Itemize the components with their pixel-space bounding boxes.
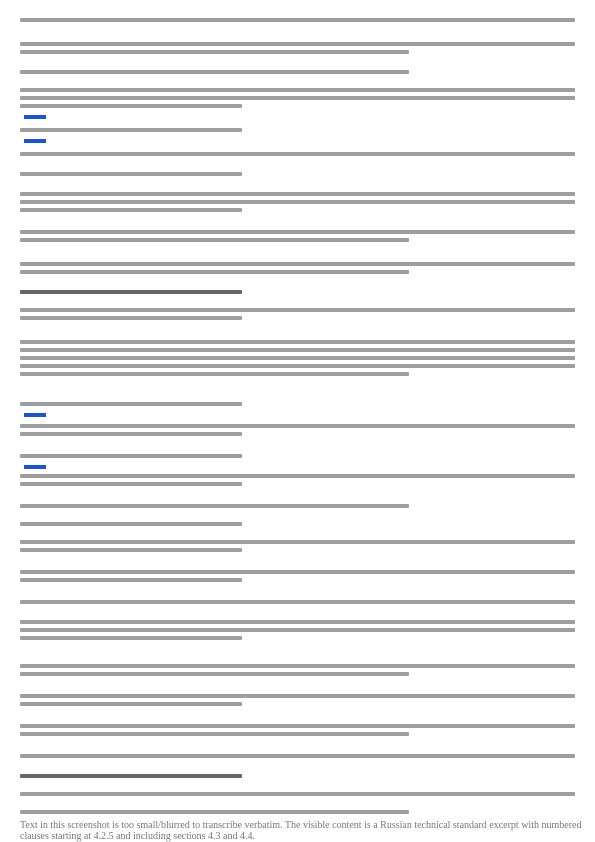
paragraph-4-2-7 [20,192,575,212]
paragraph-4-3-9 [20,600,575,604]
paragraph-4-2-6 [20,152,575,156]
paragraph [20,70,575,74]
paragraph [20,810,575,814]
paragraph-4-2-5 [20,42,575,54]
link[interactable] [24,139,46,143]
render-note: Text in this screenshot is too small/blurred to transcribe verbatim. The visible content is a Russian technical standard excerpt with numbered clauses starting at 4.2.5 and including sections 4.3 and 4.4. [20,820,582,842]
section-heading-4-3 [20,290,575,294]
paragraph-4-3-10 [20,620,575,640]
paragraph-4-3-5 [20,504,575,508]
paragraph-4-3-3 [20,454,575,476]
paragraph-4-3-12 [20,694,575,706]
paragraph-4-3-2 [20,424,575,436]
paragraph-4-3-11 [20,664,575,676]
link[interactable] [24,413,46,417]
paragraph-4-3-4 [20,474,575,486]
paragraph [20,262,575,274]
paragraph-4-3-13 [20,724,575,736]
paragraph [20,402,575,424]
link[interactable] [24,115,46,119]
link[interactable] [24,465,46,469]
paragraph-4-3-1 [20,308,575,320]
paragraph-4-3-14 [20,754,575,758]
paragraph [20,172,575,176]
paragraph-4-3-8 [20,570,575,582]
section-heading-4-4 [20,774,575,778]
paragraph [20,88,575,126]
paragraph [20,792,575,796]
paragraph-4-3-7 [20,540,575,552]
paragraph [20,340,575,376]
paragraph-4-2-8 [20,230,575,242]
paragraph-4-3-6 [20,522,575,526]
paragraph [20,128,575,150]
paragraph [20,18,575,22]
